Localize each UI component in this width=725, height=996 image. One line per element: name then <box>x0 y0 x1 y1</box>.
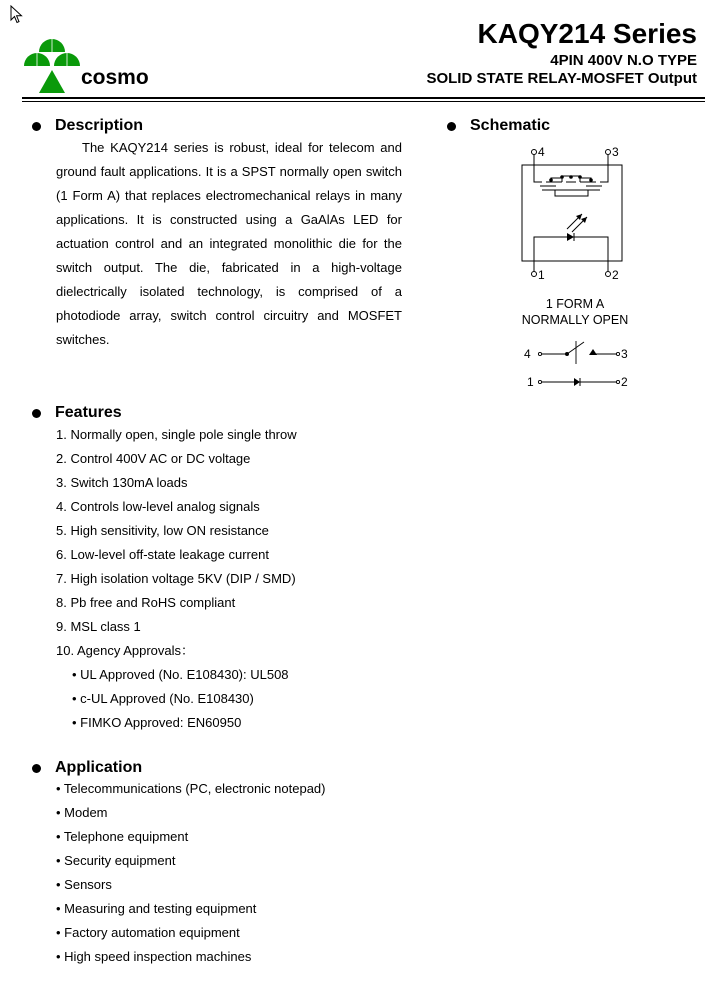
symbol-pin-2-label: 2 <box>621 375 628 389</box>
pin-1-label: 1 <box>538 268 545 280</box>
description-text <box>56 136 402 352</box>
pin-2-label: 2 <box>612 268 619 280</box>
mouse-cursor-icon <box>10 5 24 25</box>
section-bullet-icon <box>447 122 456 131</box>
section-bullet-icon <box>32 409 41 418</box>
application-list <box>56 777 326 969</box>
feature-item: 2. Control 400V AC or DC voltage <box>56 451 251 466</box>
relay-symbol-diagram <box>518 340 638 392</box>
relay-schematic-diagram <box>510 140 640 280</box>
features-heading: Features <box>55 404 122 421</box>
feature-item: 1. Normally open, single pole single throw <box>56 427 297 442</box>
application-heading: Application <box>55 759 143 776</box>
section-bullet-icon <box>32 764 41 773</box>
document-subtitle-relay: SOLID STATE RELAY-MOSFET Output <box>426 70 697 87</box>
symbol-pin-4-label: 4 <box>524 347 531 361</box>
approval-item: • c-UL Approved (No. E108430) <box>72 691 254 706</box>
feature-item: 10. Agency Approvals： <box>56 643 195 658</box>
cosmo-logo-icon <box>22 38 86 96</box>
pin-4-label: 4 <box>538 145 545 159</box>
application-item: • Security equipment <box>56 853 176 868</box>
feature-item: 7. High isolation voltage 5KV (DIP / SMD) <box>56 571 296 586</box>
feature-item: 9. MSL class 1 <box>56 619 141 634</box>
application-item: • Telephone equipment <box>56 829 189 844</box>
description-body: The KAQY214 series is robust, ideal for telecom and ground fault applications. It is a SPST normally open switch (1 Form A) that replaces electromechanical relays in many applications. It is constructed using a GaAlAs LED for actuation control and an integrated monolithic die for the switch output. The die, fabricated in a high-voltage dielectrically isolated technology, is comprised of a photodiode array, switch control circuitry and MOSFET switches. <box>56 140 402 347</box>
document-title: KAQY214 Series <box>477 18 697 49</box>
approval-item: • UL Approved (No. E108430): UL508 <box>72 667 289 682</box>
application-item: • Modem <box>56 805 108 820</box>
symbol-pin-1-label: 1 <box>527 375 534 389</box>
pin-3-label: 3 <box>612 145 619 159</box>
feature-item: 3. Switch 130mA loads <box>56 475 188 490</box>
contact-type: NORMALLY OPEN <box>521 313 629 327</box>
approval-item: • FIMKO Approved: EN60950 <box>72 715 242 730</box>
header-divider-thin <box>22 101 705 102</box>
document-subtitle-type: 4PIN 400V N.O TYPE <box>550 52 697 69</box>
feature-item: 5. High sensitivity, low ON resistance <box>56 523 269 538</box>
feature-item: 6. Low-level off-state leakage current <box>56 547 269 562</box>
schematic-heading: Schematic <box>470 117 551 134</box>
feature-item: 4. Controls low-level analog signals <box>56 499 260 514</box>
feature-item: 8. Pb free and RoHS compliant <box>56 595 236 610</box>
brand-name: cosmo <box>81 66 149 89</box>
symbol-pin-3-label: 3 <box>621 347 628 361</box>
features-list <box>56 423 297 735</box>
form-type: 1 FORM A <box>545 297 605 311</box>
application-item: • Measuring and testing equipment <box>56 901 257 916</box>
application-item: • High speed inspection machines <box>56 949 252 964</box>
section-bullet-icon <box>32 122 41 131</box>
application-item: • Telecommunications (PC, electronic notepad) <box>56 781 326 796</box>
application-item: • Factory automation equipment <box>56 925 240 940</box>
form-a-label <box>490 296 660 328</box>
application-item: • Sensors <box>56 877 112 892</box>
description-heading: Description <box>55 117 144 134</box>
header-divider <box>22 97 705 99</box>
